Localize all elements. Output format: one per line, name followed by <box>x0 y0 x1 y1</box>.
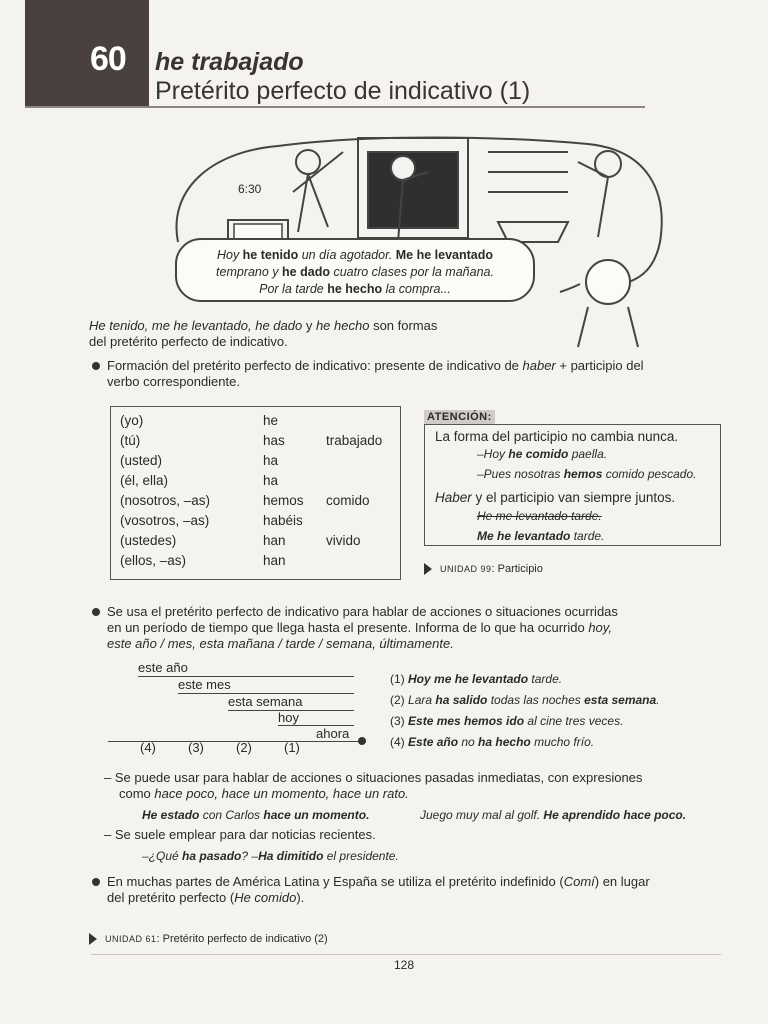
atencion-box <box>424 424 721 546</box>
example-text: –¿Qué <box>142 849 183 863</box>
atencion-label: ATENCIÓN: <box>424 410 495 424</box>
example-verb: ha hecho <box>478 735 531 749</box>
unit-title: Pretérito perfecto de indicativo (1) <box>155 77 531 105</box>
timeline-label-ahora: ahora <box>316 726 350 741</box>
example-text: tarde. <box>528 672 563 686</box>
example-text: tarde. <box>570 529 605 543</box>
example-text: . <box>656 693 660 707</box>
formation-rule <box>107 358 727 390</box>
haber-form: he <box>263 413 279 428</box>
speech-text: temprano y <box>216 265 283 279</box>
latam-example: Comí <box>563 874 595 889</box>
example-text: –Pues nosotras <box>477 467 564 481</box>
timeline-mark: (1) <box>284 740 300 755</box>
speech-text: cuatro clases por la mañana. <box>329 265 494 279</box>
intro-forms: he hecho <box>315 318 370 333</box>
formation-text: Formación del pretérito perfecto de indicativo: presente de indicativo de <box>107 358 523 373</box>
atencion-haber: Haber <box>435 490 472 505</box>
timeline-label-esta-semana: esta semana <box>228 694 303 709</box>
example-verb: ha salido <box>435 693 488 707</box>
example-text: paella. <box>568 447 608 461</box>
example-number: (4) <box>390 735 405 749</box>
formation-haber: haber <box>522 358 556 373</box>
reference-text: : Pretérito perfecto de indicativo (2) <box>156 933 328 945</box>
example-verb: Ha dimitido <box>258 849 324 863</box>
atencion-example <box>477 467 696 481</box>
speech-verb: he tenido <box>242 248 299 262</box>
example-text: Lara <box>408 693 436 707</box>
news-rule: – Se suele emplear para dar noticias recientes. <box>104 827 376 842</box>
footer-divider <box>91 954 721 955</box>
example-number: (3) <box>390 714 405 728</box>
intro-text: del pretérito perfecto de indicativo. <box>89 334 288 349</box>
example-text: no <box>458 735 479 749</box>
timeline-now-dot <box>358 737 366 745</box>
recent-example-1 <box>142 808 369 822</box>
timeline-examples <box>390 672 730 756</box>
example-verb: he comido <box>508 447 569 461</box>
haber-form: has <box>263 433 285 448</box>
unit-number: 60 <box>90 40 126 78</box>
atencion-wrong-example: He me levantado tarde. <box>477 509 602 523</box>
unit-number-box <box>25 0 149 106</box>
haber-form: habéis <box>263 513 303 528</box>
timeline-mark: (3) <box>188 740 204 755</box>
latam-text: En muchas partes de América Latina y España se utiliza el pretérito indefinido ( <box>107 874 564 889</box>
recent-actions-rule <box>104 770 724 802</box>
example-text: todas las noches <box>487 693 585 707</box>
latam-rule <box>107 874 727 906</box>
reference-label: UNIDAD 99 <box>440 564 492 574</box>
example-number: (1) <box>390 672 405 686</box>
pronoun: (ellos, –as) <box>120 553 187 568</box>
timeline-example <box>390 693 730 714</box>
pronoun: (usted) <box>120 453 163 468</box>
reference-label: UNIDAD 61 <box>105 934 157 944</box>
example-text: comido pescado. <box>602 467 697 481</box>
example-text: –Hoy <box>477 447 509 461</box>
usage-expressions: este año / mes, esta mañana / tarde / semana, últimamente. <box>107 636 454 651</box>
example-verb: ha pasado <box>182 849 242 863</box>
example-text: con Carlos <box>199 808 264 822</box>
example-verb: hemos <box>563 467 603 481</box>
latam-text: ). <box>296 890 305 905</box>
speech-text: un día agotador. <box>298 248 396 262</box>
example-verb: Me he levantado <box>477 529 571 543</box>
haber-form: han <box>263 533 286 548</box>
pronoun: (nosotros, –as) <box>120 493 211 508</box>
haber-form: hemos <box>263 493 304 508</box>
atencion-correct-example <box>477 529 604 543</box>
example-verb: Hoy me he levantado <box>408 672 529 686</box>
recent-example-2 <box>420 808 686 822</box>
timeline-label-hoy: hoy <box>278 710 299 725</box>
intro-text: son formas <box>369 318 438 333</box>
example-verb: He estado <box>142 808 200 822</box>
usage-rule <box>107 604 727 652</box>
speech-verb: he hecho <box>327 282 383 296</box>
speech-text: Hoy <box>216 248 243 262</box>
timeline-label-este-mes: este mes <box>178 677 231 692</box>
recent-expressions: hace poco, hace un momento, hace un rato. <box>154 786 409 801</box>
intro-text: y <box>302 318 316 333</box>
example-text: Juego muy mal al golf. <box>420 808 544 822</box>
haber-form: han <box>263 553 286 568</box>
participle: vivido <box>326 533 361 548</box>
speech-bubble <box>175 238 535 302</box>
timeline-label-este-ano: este año <box>138 660 188 675</box>
participle: comido <box>326 493 370 508</box>
atencion-rule <box>435 490 675 505</box>
speech-verb: he dado <box>282 265 330 279</box>
example-expression: hace un momento. <box>263 808 370 822</box>
unit-title-example: he trabajado <box>155 48 304 76</box>
reference-text: : Participio <box>491 563 543 575</box>
usage-expression: hoy, <box>588 620 612 635</box>
recent-text: como <box>119 786 155 801</box>
timeline-example <box>390 714 730 735</box>
speech-text: Por la tarde <box>259 282 328 296</box>
example-verb: He aprendido hace poco. <box>543 808 687 822</box>
clock-display: 6:30 <box>238 182 262 196</box>
timeline-mark: (4) <box>140 740 156 755</box>
formation-text: verbo correspondiente. <box>107 374 240 389</box>
latam-text: del pretérito perfecto ( <box>107 890 235 905</box>
example-text: el presidente. <box>323 849 399 863</box>
participle: trabajado <box>326 433 383 448</box>
example-text: mucho frío. <box>530 735 595 749</box>
arrow-right-icon <box>89 933 97 945</box>
intro-paragraph <box>89 318 437 350</box>
cross-reference-unit-61[interactable] <box>89 933 328 945</box>
page-number: 128 <box>394 958 415 972</box>
pronoun: (yo) <box>120 413 144 428</box>
usage-text: en un período de tiempo que llega hasta el presente. Informa de lo que ha ocurrido <box>107 620 589 635</box>
timeline-example <box>390 672 730 693</box>
haber-form: ha <box>263 453 279 468</box>
atencion-example <box>477 447 607 461</box>
example-text: al cine tres veces. <box>524 714 624 728</box>
pronoun: (ustedes) <box>120 533 177 548</box>
pronoun: (vosotros, –as) <box>120 513 210 528</box>
pronoun: (él, ella) <box>120 473 169 488</box>
recent-text: – Se puede usar para hablar de acciones o situaciones pasadas inmediatas, con expresiones <box>104 770 643 785</box>
timeline-span <box>138 676 354 677</box>
timeline-diagram <box>108 655 368 755</box>
conjugation-table <box>110 406 401 580</box>
atencion-rule: La forma del participio no cambia nunca. <box>435 429 679 444</box>
example-number: (2) <box>390 693 405 707</box>
example-text: ? – <box>241 849 259 863</box>
pronoun: (tú) <box>120 433 141 448</box>
header-divider <box>25 106 645 108</box>
latam-example: He comido <box>234 890 297 905</box>
cross-reference-unit-99[interactable] <box>424 563 543 575</box>
speech-verb: Me he levantado <box>395 248 494 262</box>
example-expression: Este año <box>408 735 459 749</box>
news-example <box>142 849 399 863</box>
haber-form: ha <box>263 473 279 488</box>
example-verb: Este mes hemos ido <box>408 714 525 728</box>
speech-text: la compra... <box>382 282 451 296</box>
atencion-text: y el participio van siempre juntos. <box>471 490 676 505</box>
example-expression: esta semana <box>584 693 657 707</box>
latam-text: ) en lugar <box>594 874 650 889</box>
timeline-example <box>390 735 730 756</box>
formation-text: + participio del <box>555 358 644 373</box>
timeline-mark: (2) <box>236 740 252 755</box>
usage-text: Se usa el pretérito perfecto de indicativo para hablar de acciones o situaciones ocurridas <box>107 604 618 619</box>
intro-forms: He tenido, me he levantado, he dado <box>89 318 303 333</box>
arrow-right-icon <box>424 563 432 575</box>
